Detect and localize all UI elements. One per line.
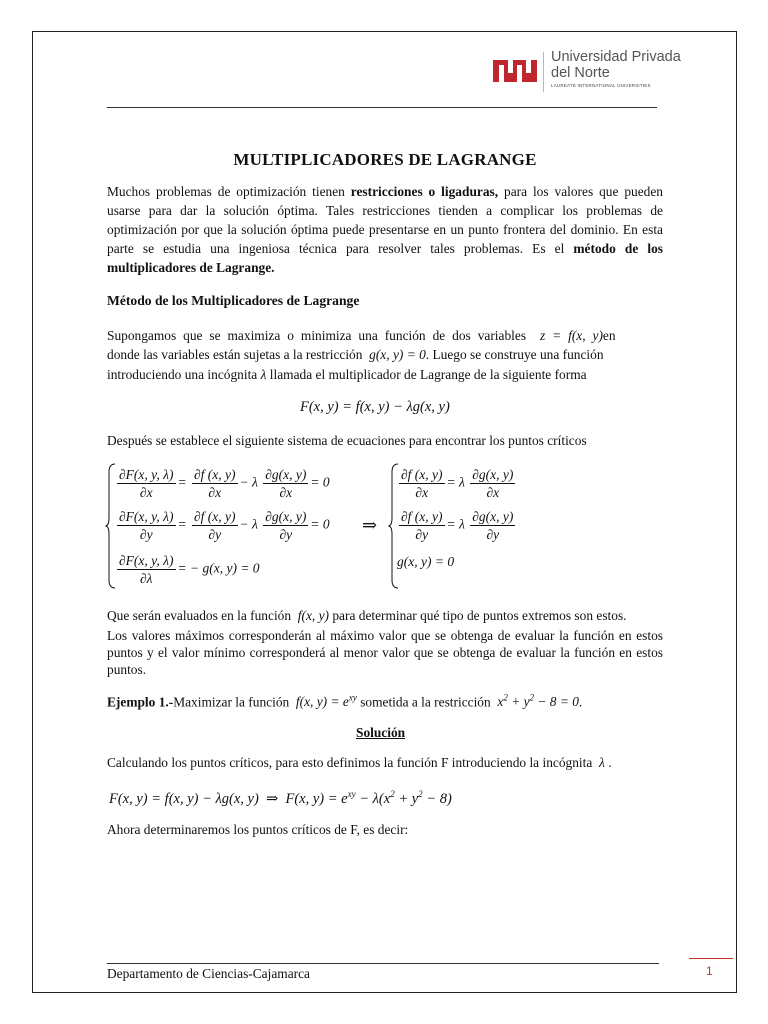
solution-line-1: Calculando los puntos críticos, para esto definimos la función F introduciendo la incógnita λ . bbox=[107, 755, 612, 770]
page-number: 1 bbox=[706, 964, 713, 978]
page-number-rule bbox=[689, 958, 733, 959]
footer-rule bbox=[107, 963, 659, 964]
implies-arrow-icon: ⇒ bbox=[362, 515, 378, 535]
footer-department: Departamento de Ciencias-Cajamarca bbox=[107, 966, 310, 981]
page-title: MULTIPLICADORES DE LAGRANGE bbox=[233, 150, 537, 169]
evaluation-line-1: Que serán evaluados en la función f(x, y) para determinar qué tipo de puntos extremos son estos. bbox=[107, 608, 627, 623]
solution-equation: F(x, y) = f(x, y) − λg(x, y) ⇒ F(x, $y) = e^{xy} - \lambda(x^2 + y^2 - 8)$ bbox=[109, 789, 452, 807]
implies-arrow-icon: ⇒ bbox=[266, 790, 279, 807]
solution-heading: Solución bbox=[356, 725, 406, 740]
university-name: Universidad Privada del Norte bbox=[551, 49, 681, 81]
system-left-row-1: $\frac{\partial F(x, y, \lambda)}{\partial x}$ = $\frac{\partial f (x, y)}{\partial x}$ − λ $\frac{\partial g(x, y)}{\partial x}$ = 0 bbox=[119, 467, 330, 500]
university-logo-icon bbox=[493, 56, 537, 86]
intro-paragraph: Muchos problemas de optimización tienen restricciones o ligaduras, para los valores que pueden usarse para dar la solución óptima. Tales restricciones tienden a complicar los problemas de optimización por que la solución óptima puede presentarse en un punto frontera del dominio. En esta parte se estudia una ingeniosa técnica para resolver tales problemas. Es el método de los multiplicadores de Lagrange. bbox=[107, 184, 663, 275]
method-line-1: Supongamos que se maximiza o minimiza una función de dos variables z = f(x, y)en bbox=[107, 328, 616, 343]
system-left-row-3: $\frac{\partial F(x, y, \lambda)}{\partial\lambda}$ = − g(x, y) = 0 bbox=[119, 553, 260, 586]
solution-line-2: Ahora determinaremos los puntos críticos de F, es decir: bbox=[107, 822, 409, 837]
system-right-row-1: $\frac{\partial f (x, y)}{\partial x}$ = λ $\frac{\partial g(x, y)}{\partial x}$ bbox=[401, 467, 514, 500]
university-subtitle: LAUREATE INTERNATIONAL UNIVERSITIES bbox=[551, 83, 651, 88]
logo-divider bbox=[543, 52, 544, 92]
header-rule bbox=[107, 107, 657, 108]
system-left-row-2: $\frac{\partial F(x, y, \lambda)}{\partial y}$ = $\frac{\partial f (x, y)}{\partial y}$ − λ $\frac{\partial g(x, y)}{\partial y}$ = 0 bbox=[119, 509, 330, 542]
evaluation-rest: Los valores máximos corresponderán al máximo valor que se obtenga de evaluar la función en estos puntos y el valor mínimo corresponderá al menor valor que se obtenga de evaluar la función en estos puntos. bbox=[107, 628, 663, 677]
system-right-row-3: g(x, y) = 0 bbox=[397, 554, 455, 569]
system-intro: Después se establece el siguiente sistema de ecuaciones para encontrar los puntos críticos bbox=[107, 433, 587, 448]
section-heading: Método de los Multiplicadores de Lagrange bbox=[107, 293, 360, 308]
method-line-3: introduciendo una incógnita λ llamada el multiplicador de Lagrange de la siguiente forma bbox=[107, 367, 587, 382]
method-line-2: donde las variables están sujetas a la restricción g(x, y) = 0. Luego se construye una función bbox=[107, 347, 604, 362]
system-right-row-2: $\frac{\partial f (x, y)}{\partial y}$ = λ $\frac{\partial g(x, y)}{\partial y}$ bbox=[401, 509, 514, 542]
example-statement: Ejemplo 1.-Maximizar la función f(x, $y) = e^{xy}$ sometida a la restricción $x^2 + y^2 - 8 = 0$. bbox=[107, 693, 583, 710]
lagrangian-equation: F(x, y) = f(x, y) − λg(x, y) bbox=[300, 399, 450, 415]
